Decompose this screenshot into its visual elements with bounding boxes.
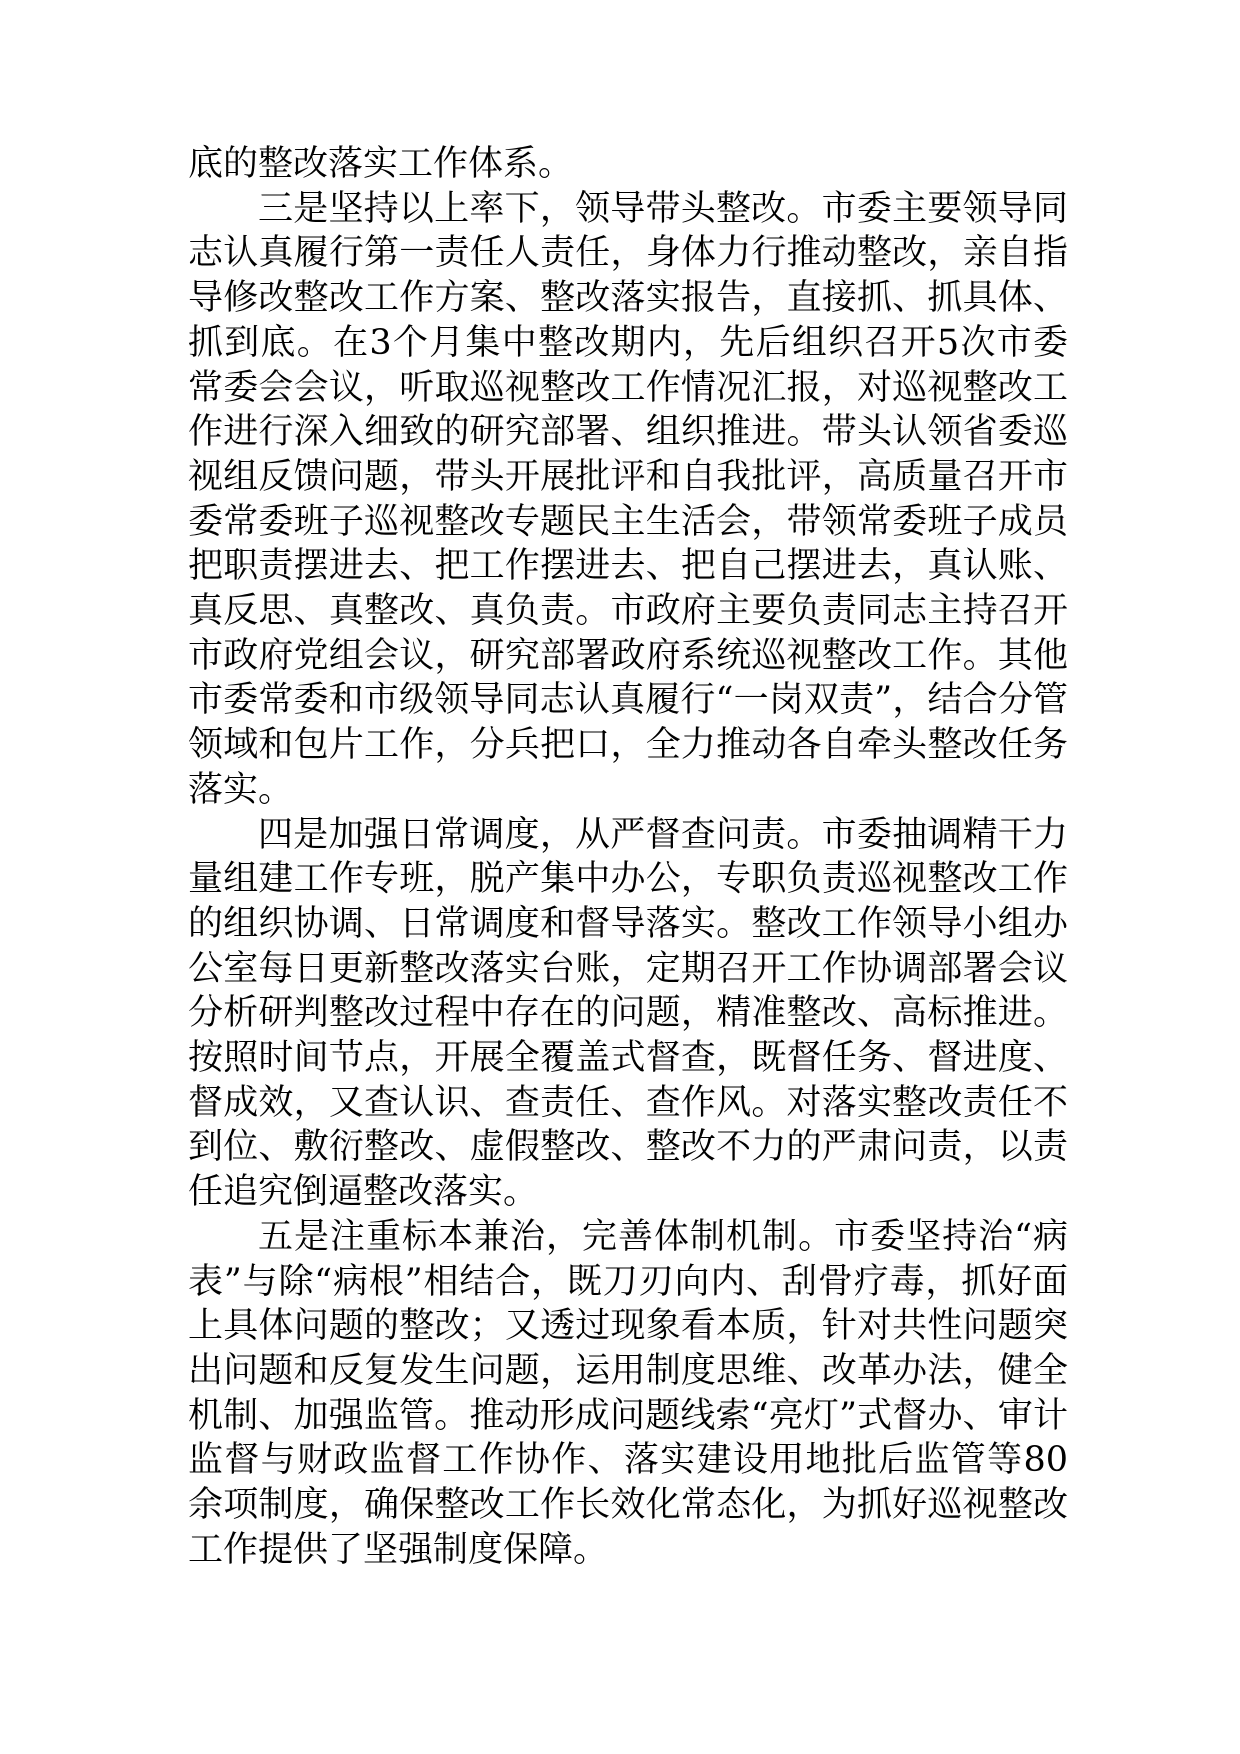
- document-body: [188, 142, 1068, 1573]
- paragraph-leadership: 三是坚持以上率下，领导带头整改。市委主要领导同志认真履行第一责任人责任，身体力行推动整改，亲自指导修改整改工作方案、整改落实报告，直接抓、抓具体、抓到底。在3个月集中整改期内，先后组织召开5次市委常委会会议，听取巡视整改工作情况汇报，对巡视整改工作进行深入细致的研究部署、组织推进。带头认领省委巡视组反馈问题，带头开展批评和自我批评，高质量召开市委常委班子巡视整改专题民主生活会，带领常委班子成员把职责摆进去、把工作摆进去、把自己摆进去，真认账、真反思、真整改、真负责。市政府主要负责同志主持召开市政府党组会议，研究部署政府系统巡视整改工作。其他市委常委和市级领导同志认真履行“一岗双责”，结合分管领域和包片工作，分兵把口，全力推动各自牵头整改任务落实。: [188, 188, 1068, 810]
- paragraph-supervision: 四是加强日常调度，从严督查问责。市委抽调精干力量组建工作专班，脱产集中办公，专职负责巡视整改工作的组织协调、日常调度和督导落实。整改工作领导小组办公室每日更新整改落实台账，定期召开工作协调部署会议分析研判整改过程中存在的问题，精准整改、高标推进。按照时间节点，开展全覆盖式督查，既督任务、督进度、督成效，又查认识、查责任、查作风。对落实整改责任不到位、敷衍整改、虚假整改、整改不力的严肃问责，以责任追究倒逼整改落实。: [188, 814, 1068, 1213]
- paragraph-institutions: 五是注重标本兼治，完善体制机制。市委坚持治“病表”与除“病根”相结合，既刀刃向内、刮骨疗毒，抓好面上具体问题的整改；又透过现象看本质，针对共性问题突出问题和反复发生问题，运用制度思维、改革办法，健全机制、加强监管。推动形成问题线索“亮灯”式督办、审计监督与财政监督工作协作、落实建设用地批后监管等80余项制度，确保整改工作长效化常态化，为抓好巡视整改工作提供了坚强制度保障。: [188, 1216, 1068, 1570]
- paragraph-continuation: 底的整改落实工作体系。: [188, 144, 574, 184]
